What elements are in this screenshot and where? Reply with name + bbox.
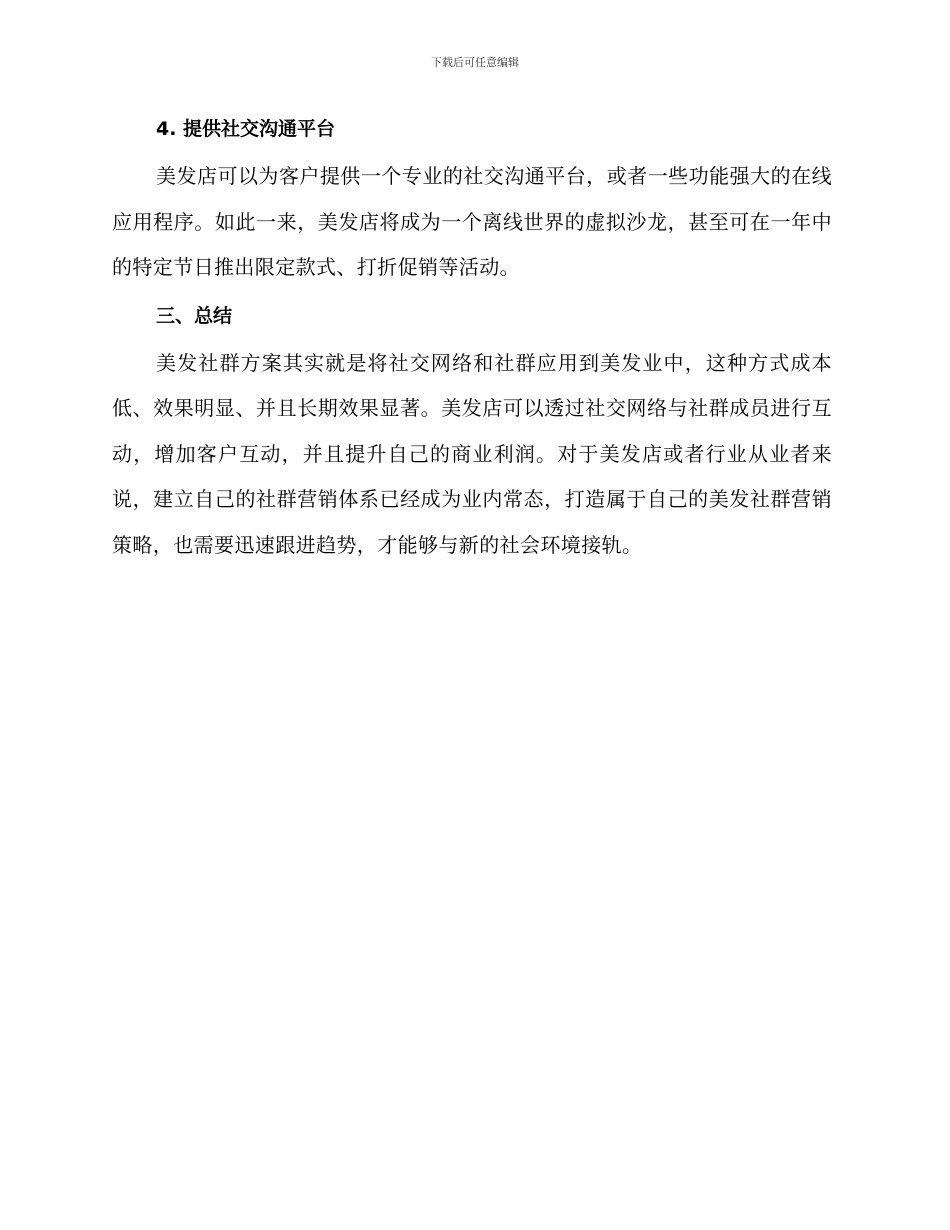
section-paragraph-social-platform: 美发店可以为客户提供一个专业的社交沟通平台，或者一些功能强大的在线应用程序。如此一来，美发店将成为一个离线世界的虚拟沙龙，甚至可在一年中的特定节日推出限定款式、打折促销等活动。 — [112, 164, 832, 279]
page-header: 下载后可任意编辑 — [431, 56, 519, 69]
document-body — [112, 113, 832, 568]
section-heading-summary: 三、总结 — [156, 304, 233, 327]
section-heading-social-platform: 4. 提供社交沟通平台 — [156, 118, 336, 140]
section-paragraph-summary: 美发社群方案其实就是将社交网络和社群应用到美发业中，这种方式成本低、效果明显、并且长期效果显著。美发店可以透过社交网络与社群成员进行互动，增加客户互动，并且提升自己的商业利润。对于美发店或者行业从业者来说，建立自己的社群营销体系已经成为业内常态，打造属于自己的美发社群营销策略，也需要迅速跟进趋势，才能够与新的社会环境接轨。 — [112, 350, 832, 557]
